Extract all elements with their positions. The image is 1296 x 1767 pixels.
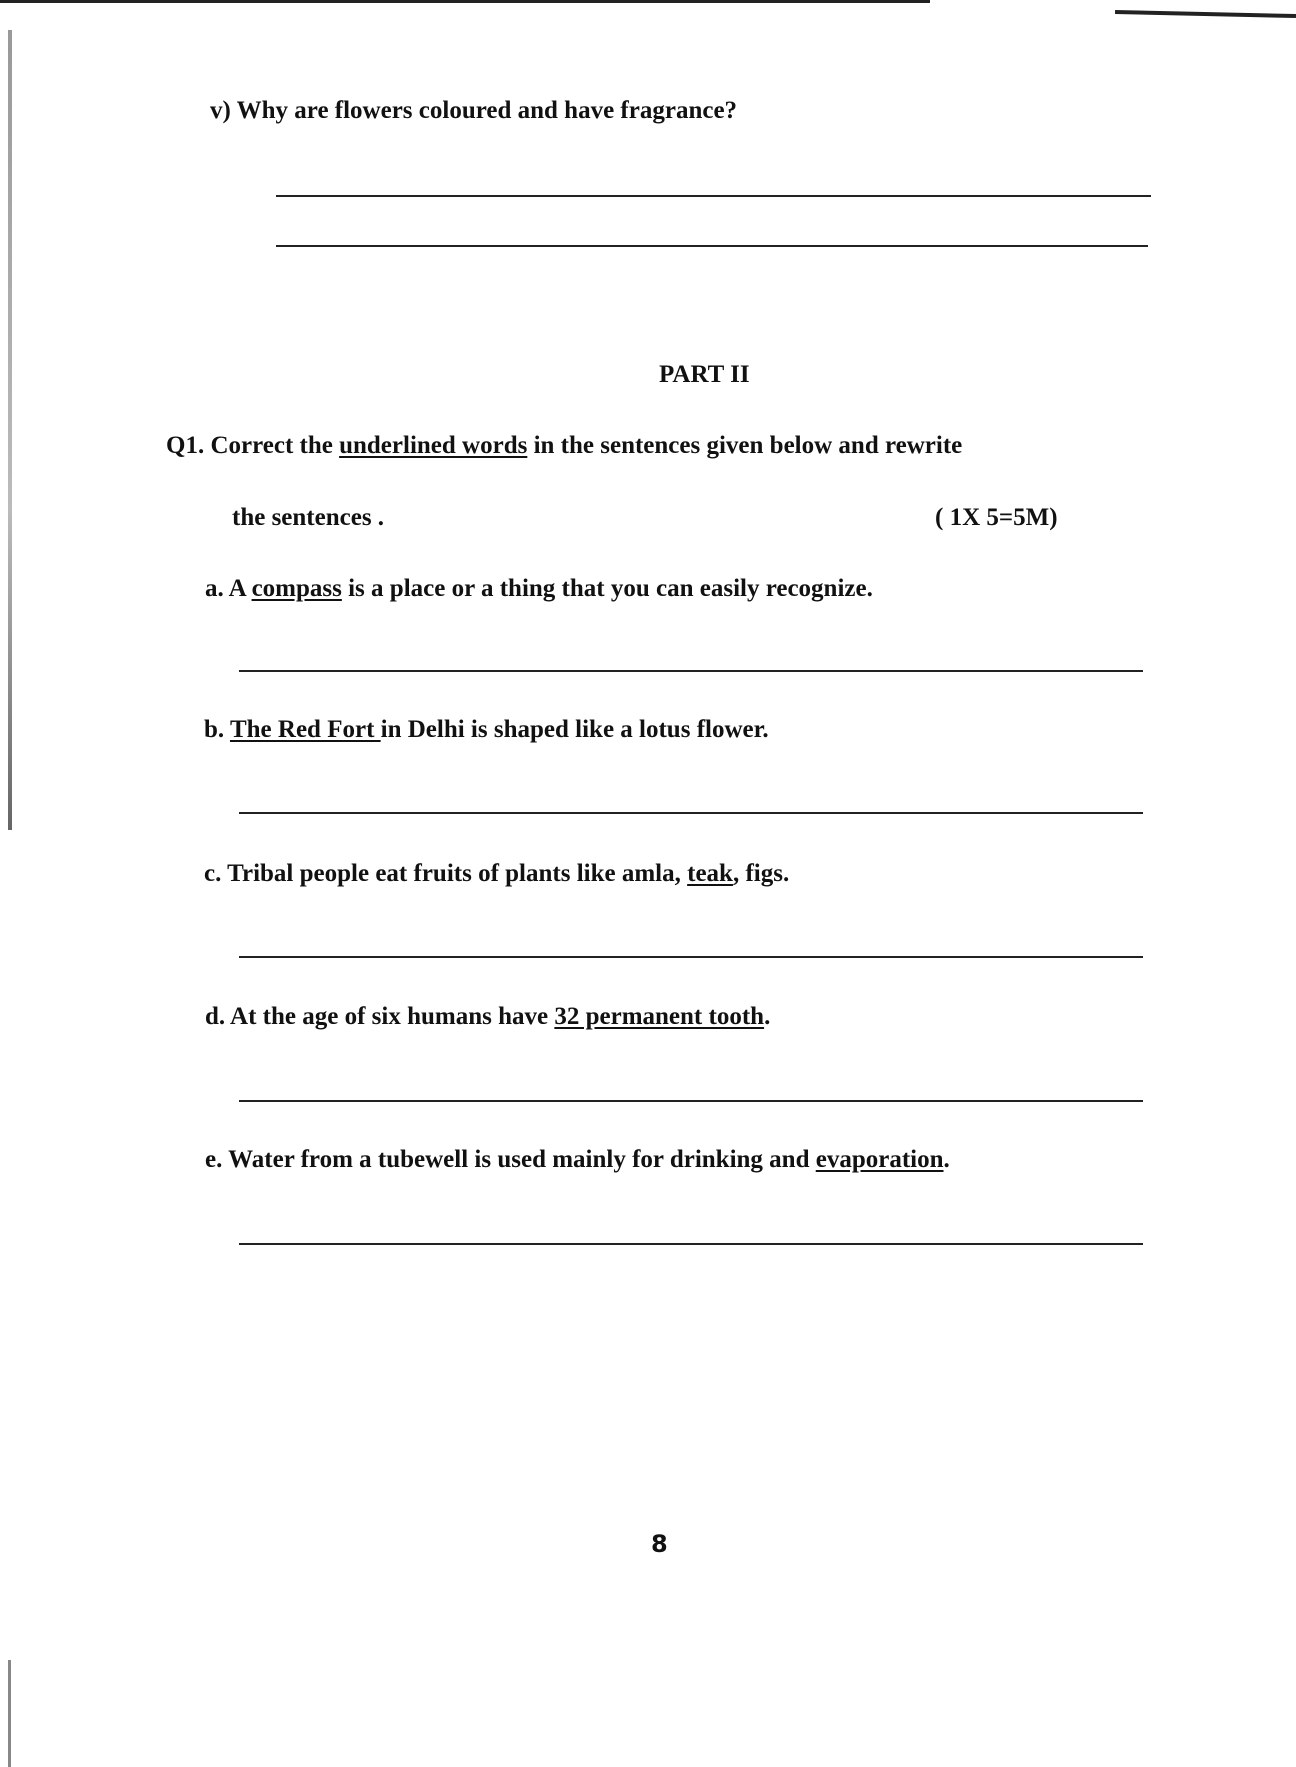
item-b-label: b. [204, 716, 225, 743]
item-e [205, 1147, 950, 1172]
part-title: PART II [659, 361, 750, 388]
scan-edge-right [1115, 10, 1296, 18]
item-c-label: c. [204, 860, 222, 887]
scan-edge-left-bottom [8, 1660, 11, 1767]
q1-heading [166, 433, 962, 458]
item-a [205, 576, 873, 601]
answer-line-v-2[interactable] [276, 245, 1148, 247]
item-c-before: Tribal people eat fruits of plants like amla, [227, 860, 688, 887]
item-d-before: At the age of six humans have [230, 1003, 555, 1030]
answer-line-v-1[interactable] [276, 195, 1151, 197]
item-b-underlined: The Red Fort [229, 716, 381, 743]
question-v-number: v) [210, 97, 231, 124]
scan-edge-top [0, 0, 930, 3]
item-e-label: e. [205, 1146, 223, 1173]
answer-line-b[interactable] [239, 812, 1143, 814]
q1-line2: the sentences . [232, 504, 385, 531]
item-d-label: d. [205, 1003, 226, 1030]
q1-number: Q1. [166, 432, 205, 459]
question-v-text: Why are flowers coloured and have fragrance? [236, 97, 738, 124]
item-b [204, 717, 769, 742]
item-a-before: A [228, 575, 252, 602]
item-a-after: is a place or a thing that you can easily recognize. [341, 575, 873, 602]
answer-line-c[interactable] [239, 956, 1143, 958]
item-d-underlined: 32 permanent tooth [554, 1003, 765, 1030]
item-a-underlined: compass [251, 575, 342, 602]
question-v [210, 98, 737, 123]
q1-underlined-phrase: underlined words [339, 432, 528, 459]
scan-edge-left [8, 30, 12, 830]
item-d-after: . [764, 1003, 771, 1030]
item-d [205, 1004, 770, 1029]
q1-text-before: Correct the [210, 432, 333, 459]
answer-line-e[interactable] [239, 1243, 1143, 1245]
page-number: 8 [651, 1530, 668, 1558]
answer-line-a[interactable] [239, 670, 1143, 672]
item-c-after: , figs. [732, 860, 790, 887]
item-e-after: . [943, 1146, 950, 1173]
answer-line-d[interactable] [239, 1100, 1143, 1102]
item-c [204, 861, 789, 886]
item-c-underlined: teak [687, 860, 733, 887]
item-e-before: Water from a tubewell is used mainly for drinking and [228, 1146, 816, 1173]
q1-text-after: in the sentences given below and rewrite [533, 432, 963, 459]
item-b-after: in Delhi is shaped like a lotus flower. [380, 716, 769, 743]
item-a-label: a. [205, 575, 224, 602]
item-e-underlined: evaporation [815, 1146, 944, 1173]
q1-marks: ( 1X 5=5M) [935, 504, 1058, 531]
